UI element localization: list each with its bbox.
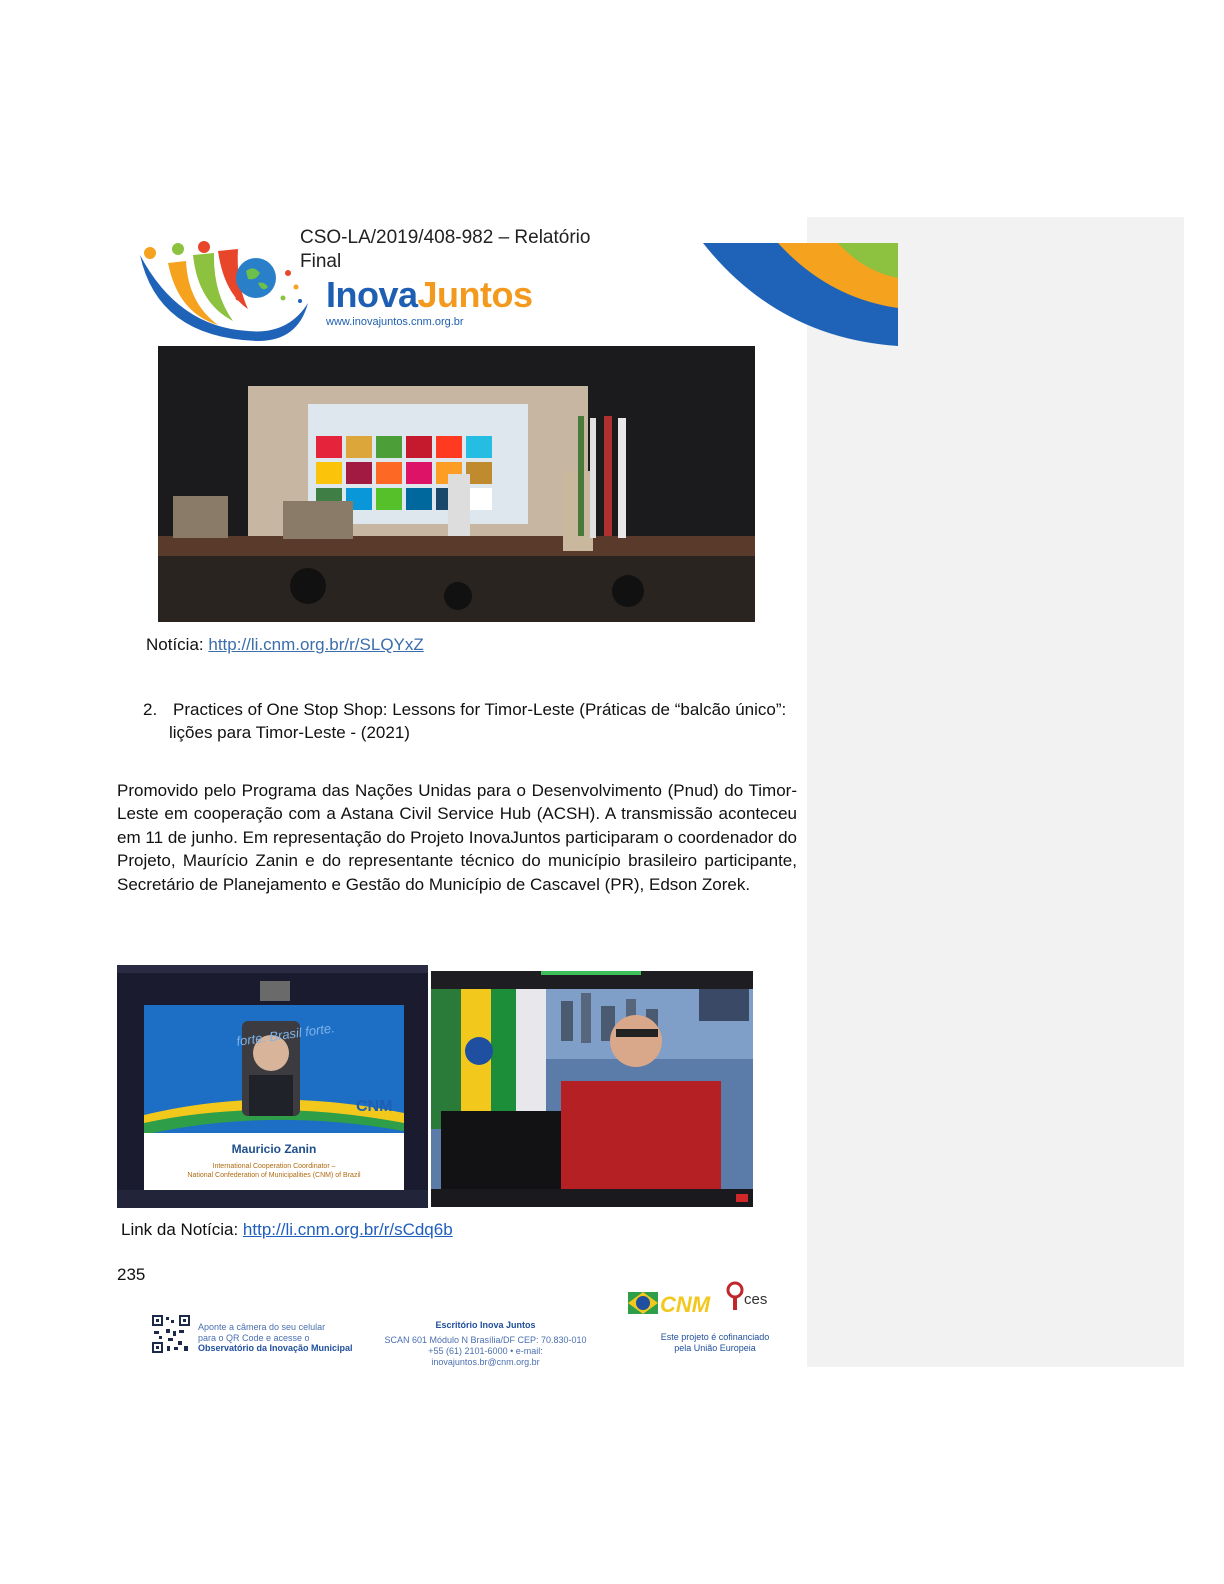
footer-office (378, 1320, 593, 1368)
speaker-title-line1: International Cooperation Coordinator – (212, 1163, 336, 1170)
footer-office-address: SCAN 601 Módulo N Brasília/DF CEP: 70.830-010 (384, 1335, 587, 1345)
page-number: 235 (117, 1265, 146, 1284)
footer-funding (660, 1332, 770, 1354)
item-title-line2: lições para Timor-Leste - (2021) (169, 723, 410, 742)
body-paragraph: Promovido pelo Programa das Nações Unidas para o Desenvolvimento (Pnud) do Timor-Leste em cooperação com a Astana Civil Service Hub (ACSH). A transmissão aconteceu em 11 de junho. Em representação do Projeto InovaJuntos participaram o coordenador do Projeto, Maurício Zanin e do representante técnico do município brasileiro participante, Secretário de Planejamento e Gestão do Município de Cascavel (PR), Edson Zorek. (117, 781, 797, 894)
news-link-2[interactable]: http://li.cnm.org.br/r/sCdq6b (242, 1220, 453, 1239)
news-link-1[interactable]: http://li.cnm.org.br/r/SLQYxZ (208, 635, 424, 654)
footer-qr-line1: Aponte a câmera do seu celular (198, 1322, 326, 1332)
news-caption-2-label: Link da Notícia: (121, 1220, 239, 1239)
footer-qr-text (198, 1322, 353, 1354)
brand-url: www.inovajuntos.cnm.org.br (326, 316, 464, 328)
speaker-name: Mauricio Zanin (231, 1142, 317, 1156)
brand-part-inova: Inova (326, 274, 418, 315)
comment-margin (807, 217, 1184, 1367)
footer-funding-line1: Este projeto é cofinanciado (660, 1332, 770, 1342)
news-caption-label: Notícia: (146, 635, 204, 654)
footer-qr-line3: Observatório da Inovação Municipal (198, 1343, 353, 1353)
item-number: 2. (143, 700, 158, 719)
brand-wordmark (326, 274, 533, 316)
speaker-title-line2: National Confederation of Municipalities (CNM) of Brazil (187, 1172, 361, 1179)
seminar-stage-photo (158, 346, 755, 622)
zoom-screenshot-right (431, 971, 753, 1207)
speaker-title (144, 1162, 404, 1180)
footer-funding-line2: pela União Europeia (674, 1343, 756, 1353)
news-caption-2 (121, 1220, 453, 1240)
cnm-logo-text: CNM (660, 1292, 711, 1317)
news-caption-1 (146, 635, 424, 655)
footer-office-title: Escritório Inova Juntos (435, 1320, 536, 1330)
ces-logo-text: ces (744, 1291, 768, 1308)
speaker-card-cnm: CNM (356, 1098, 393, 1115)
item-title-line1: Practices of One Stop Shop: Lessons for Timor-Leste (Práticas de “balcão único”: (173, 700, 787, 719)
running-header-text: CSO-LA/2019/408-982 – Relatório Final (300, 227, 591, 272)
running-header (300, 222, 630, 272)
footer-qr-line2: para o QR Code e acesse o (198, 1332, 310, 1343)
brand-part-juntos: Juntos (417, 274, 533, 315)
numbered-item-2 (143, 698, 797, 744)
banner-slogan: forte. Brasil forte. (235, 1020, 336, 1049)
qr-code-icon (151, 1314, 191, 1354)
footer-office-contact: +55 (61) 2101-6000 • e-mail: inovajuntos.br@cnm.org.br (428, 1346, 543, 1367)
